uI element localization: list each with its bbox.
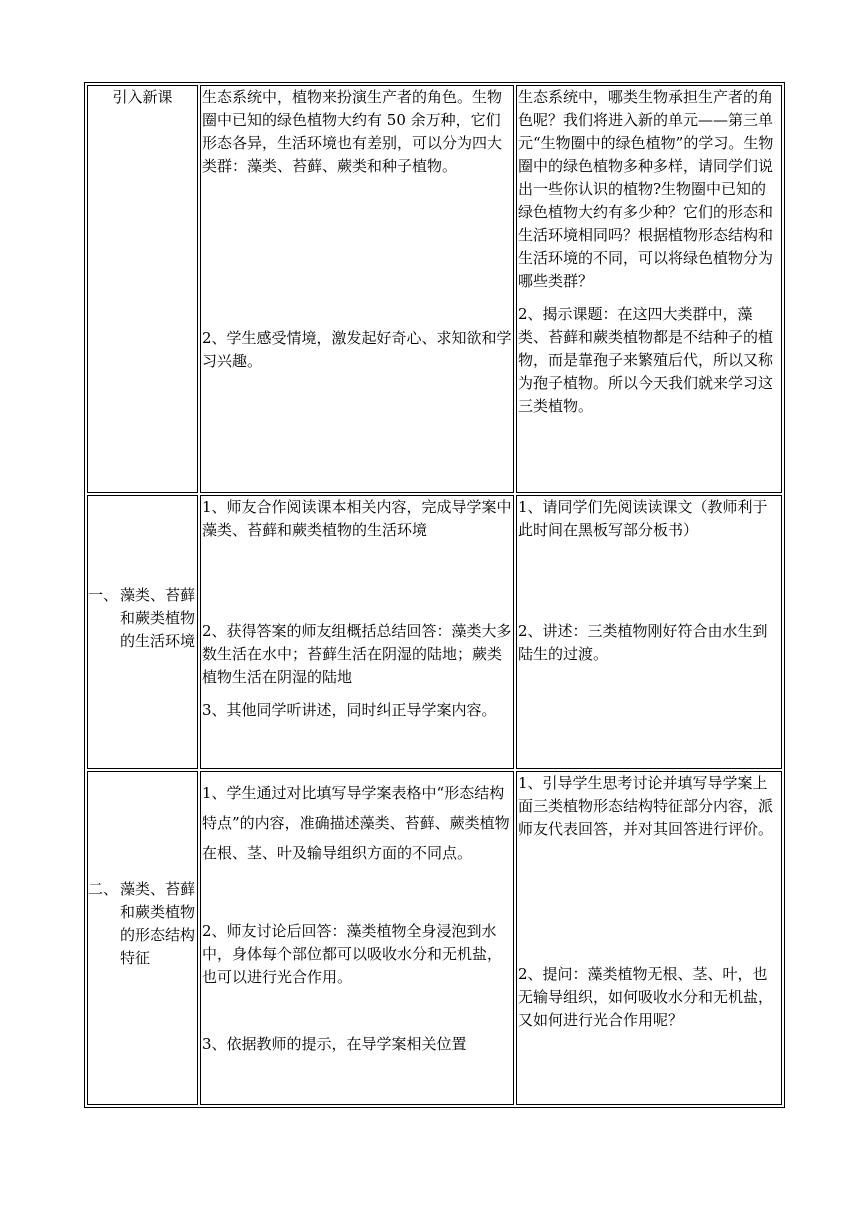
teacher-activity-cell xyxy=(516,771,782,1105)
stage-label: 藻类、苔藓和蕨类植物的生活环境 xyxy=(120,586,196,650)
lesson-plan-table xyxy=(84,82,785,1108)
teacher-text: 1、请同学们先阅读读课文（教师利于此时间在黑板写部分板书） xyxy=(518,498,768,539)
stage-cell xyxy=(87,495,198,769)
student-text: 1、学生通过对比填写导学案表格中“形态结构特点”的内容，准确描述藻类、苔藓、蕨类植物在根、茎、叶及输导组织方面的不同点。 xyxy=(202,784,510,862)
teacher-text: 2、提问：藻类植物无根、茎、叶，也无输导组织，如何吸收水分和无机盐，又如何进行光合作用呢？ xyxy=(518,965,774,1029)
teacher-text: 生态系统中，哪类生物承担生产者的角色呢？我们将进入新的单元——第三单元“生物圈中的绿色植物”的学习。生物圈中的绿色植物多种多样，请同学们说出一些你认识的植物?生物圈中已知的绿色植物大约有多少种？它们的形态和生活环境相同吗？根据植物形态结构和生活环境的不同，可以将绿色植物分为哪些类群？ xyxy=(518,88,774,290)
table-row xyxy=(87,771,782,1105)
stage-cell xyxy=(87,771,198,1105)
student-text: 2、获得答案的师友组概括总结回答：藻类大多数生活在水中；苔藓生活在阴湿的陆地；蕨类植物生活在阴湿的陆地 xyxy=(202,622,512,686)
stage-label: 引入新课 xyxy=(112,88,173,106)
stage-number: 二、 xyxy=(88,880,119,898)
teacher-text: 2、讲述：三类植物刚好符合由水生到陆生的过渡。 xyxy=(518,622,768,663)
stage-label: 藻类、苔藓和蕨类植物的形态结构特征 xyxy=(120,880,196,967)
teacher-text: 2、揭示课题：在这四大类群中，藻类、苔藓和蕨类植物都是不结种子的植物，而是靠孢子来繁殖后代，所以又称为孢子植物。所以今天我们就来学习这三类植物。 xyxy=(518,305,774,415)
table-row xyxy=(87,495,782,769)
student-activity-cell xyxy=(200,771,514,1105)
student-text: 1、师友合作阅读课本相关内容，完成导学案中藻类、苔藓和蕨类植物的生活环境 xyxy=(202,498,512,539)
teacher-activity-cell xyxy=(516,85,782,493)
stage-number: 一、 xyxy=(88,586,119,604)
student-activity-cell xyxy=(200,85,514,493)
student-text: 生态系统中，植物来扮演生产者的角色。生物圈中已知的绿色植物大约有 50 余万种，它们形态各异，生活环境也有差别，可以分为四大类群：藻类、苔藓、蕨类和种子植物。 xyxy=(202,88,503,175)
student-text: 2、学生感受情境，激发起好奇心、求知欲和学习兴趣。 xyxy=(202,329,512,370)
teacher-activity-cell xyxy=(516,495,782,769)
stage-cell xyxy=(87,85,198,493)
student-activity-cell xyxy=(200,495,514,769)
table-row xyxy=(87,85,782,493)
teacher-text: 1、引导学生思考讨论并填写导学案上面三类植物形态结构特征部分内容，派师友代表回答，并对其回答进行评价。 xyxy=(518,774,774,838)
student-text: 2、师友讨论后回答：藻类植物全身浸泡到水中，身体每个部位都可以吸收水分和无机盐，也可以进行光合作用。 xyxy=(202,922,503,986)
student-text: 3、依据教师的提示，在导学案相关位置 xyxy=(202,1035,467,1053)
student-text: 3、其他同学听讲述，同时纠正导学案内容。 xyxy=(202,701,497,719)
